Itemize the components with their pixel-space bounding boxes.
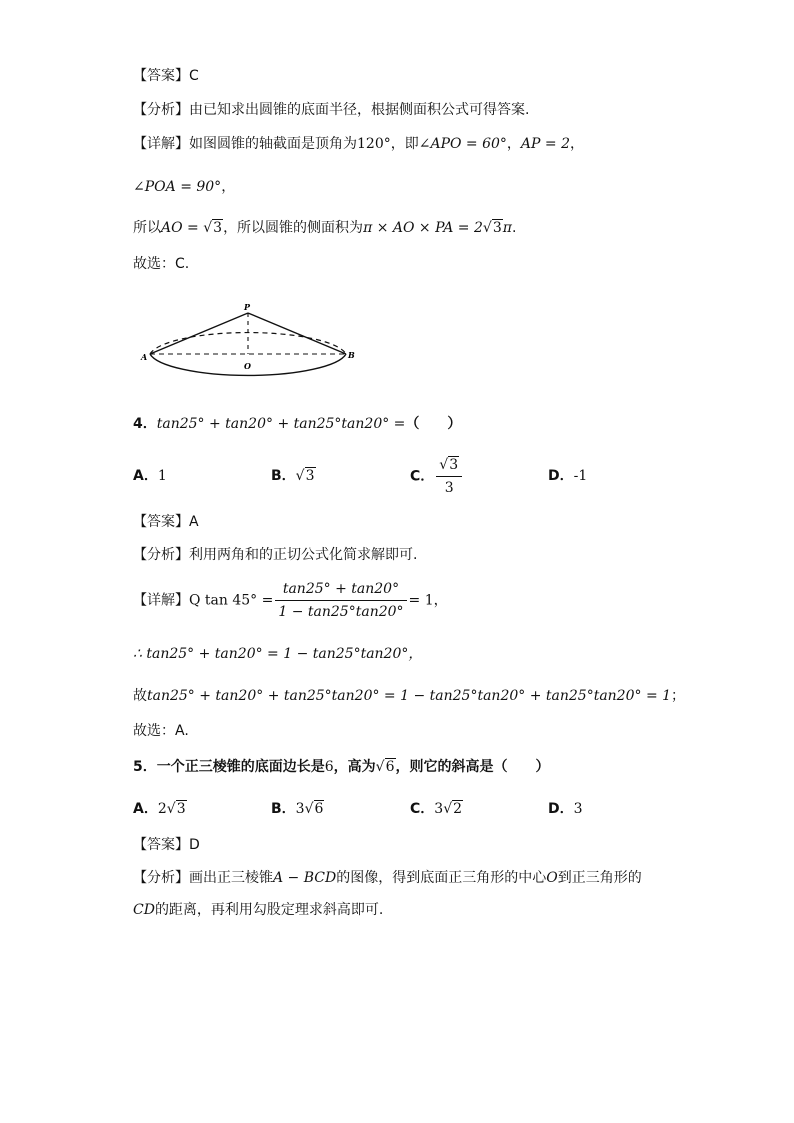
q4-detail-line <box>133 580 448 624</box>
q4-select-line <box>133 721 189 741</box>
q3-concl-pi: π <box>502 220 512 236</box>
detail-tag: 【详解】 <box>133 592 189 609</box>
q4-option-c-fraction <box>436 456 462 497</box>
cone-label-b: B <box>348 350 355 360</box>
q5-analysis2-end: 的距离，再利用勾股定理求斜高即可. <box>154 902 384 918</box>
q4-answer-line <box>133 512 199 532</box>
cone-figure <box>140 300 360 386</box>
q4-option-a <box>133 466 167 486</box>
q5-option-b-coef: 3 <box>295 801 305 817</box>
q5-stem-6: 6 <box>324 759 334 775</box>
cone-label-o: O <box>244 361 251 371</box>
q3-concl-end: . <box>511 220 517 236</box>
q5-option-a-rad: 3 <box>176 801 186 817</box>
q4-step3-end: ； <box>671 688 686 704</box>
q3-concl-expr: π × AO × PA = 2 <box>363 220 483 236</box>
q4-analysis: 利用两角和的正切公式化简求解即可. <box>189 547 418 563</box>
q3-concl-mid: ，所以圆锥的侧面积为 <box>223 220 364 236</box>
q4-detail-pre: Q tan 45° = <box>189 592 274 609</box>
q4-detail-fraction <box>275 580 406 621</box>
answer-tag: 【答案】 <box>133 837 189 853</box>
q5-stem-pre: 一个正三棱锥的底面边长是 <box>156 759 325 775</box>
q3-analysis: 由已知求出圆锥的底面半径，根据侧面积公式可得答案. <box>189 102 530 118</box>
q5-option-c-rad: 2 <box>453 801 463 817</box>
q3-detail-eq3: ∠POA = 90° <box>133 179 222 195</box>
analysis-tag: 【分析】 <box>133 547 189 563</box>
q3-concl-pre: 所以 <box>133 220 161 236</box>
q5-option-c-coef: 3 <box>434 801 444 817</box>
q3-select-line <box>133 254 189 274</box>
q4-step2: ∴ tan25° + tan20° = 1 − tan25°tan20°， <box>133 646 423 662</box>
q4-paren: （ ） <box>405 416 462 432</box>
q5-stem-rad: 6 <box>385 759 395 775</box>
q3-answer: C <box>189 68 199 84</box>
q5-option-d-label: D． <box>548 801 574 817</box>
q3-concl-rad: 3 <box>492 220 502 236</box>
q3-detail-sep: ， <box>506 136 521 152</box>
q5-option-b-label: B． <box>271 801 296 817</box>
q4-number: 4． <box>133 416 157 432</box>
q5-analysis-solid: A − BCD <box>273 870 337 886</box>
q5-analysis-cd: CD <box>133 902 155 918</box>
q5-analysis-line <box>133 868 642 888</box>
analysis-tag: 【分析】 <box>133 870 189 886</box>
q4-detail-end: = 1， <box>408 592 448 609</box>
q4-step3-line <box>133 686 685 706</box>
q4-option-a-value: 1 <box>157 468 167 484</box>
q5-analysis-mid: 的图像，得到底面正三角形的中心 <box>336 870 547 886</box>
q4-option-c-num <box>436 456 462 477</box>
q3-concl-ao: AO = <box>161 220 204 236</box>
q3-detail-end: ， <box>570 136 584 152</box>
q4-analysis-line <box>133 545 417 565</box>
q5-option-b-sqrt: √6 <box>304 801 324 817</box>
q4-answer: A <box>189 514 199 530</box>
q5-number: 5． <box>133 759 157 775</box>
q5-analysis-end: 到正三角形的 <box>557 870 642 886</box>
cone-label-a: A <box>141 352 148 362</box>
q3-detail-text: 如图圆锥的轴截面是顶角为 <box>189 136 357 152</box>
cone-base-back-arc <box>150 333 346 354</box>
q3-answer-line <box>133 66 199 86</box>
q3-conclusion-line <box>133 218 516 238</box>
q3-detail-line2 <box>133 177 235 197</box>
q4-option-c-rad: 3 <box>449 457 459 473</box>
q5-stem-sqrt: √6 <box>375 759 395 775</box>
q5-option-d-value: 3 <box>573 801 583 817</box>
q5-stem <box>133 757 550 777</box>
cone-label-p: P <box>244 302 251 312</box>
q5-stem-end: ，则它的斜高是（ ） <box>395 759 550 775</box>
q5-option-a-label: A． <box>133 801 158 817</box>
cone-generator-pa <box>150 313 248 354</box>
q4-step2-line <box>133 644 422 664</box>
q5-stem-mid: ，高为 <box>333 759 376 775</box>
q5-option-a <box>133 799 187 819</box>
q5-analysis-o: O <box>546 870 558 886</box>
q4-expression: tan25° + tan20° + tan25°tan20° = <box>156 416 406 432</box>
q4-select: 故选：A. <box>133 723 189 739</box>
q4-detail-num: tan25° + tan20° <box>275 580 406 601</box>
q3-detail-eq3-end: ， <box>221 179 236 195</box>
q5-option-b-rad: 6 <box>314 801 324 817</box>
q3-detail-line <box>133 134 584 154</box>
q3-detail-angle: 120° <box>357 136 391 152</box>
q4-option-c-sqrt: √3 <box>439 457 459 473</box>
q4-option-b <box>271 466 316 486</box>
q5-option-d <box>548 799 583 819</box>
q4-option-c-den: 3 <box>444 480 454 496</box>
detail-tag: 【详解】 <box>133 136 189 152</box>
q5-answer-line <box>133 835 200 855</box>
q4-step3: tan25° + tan20° + tan25°tan20° = 1 − tan25°tan20° + tan25°tan20° = 1 <box>147 688 672 704</box>
q3-concl-ao-rad: 3 <box>213 220 223 236</box>
q3-select: 故选：C. <box>133 256 190 272</box>
q3-concl-ao-sqrt: √3 <box>203 220 223 236</box>
cone-diagram <box>140 300 360 382</box>
q4-option-d-label: D． <box>548 468 574 484</box>
q3-detail-eq2: AP = 2 <box>520 136 570 152</box>
q4-step3-pre: 故 <box>133 688 147 704</box>
q4-option-d <box>548 466 587 486</box>
q4-detail-den: 1 − tan25°tan20° <box>278 604 404 620</box>
answer-tag: 【答案】 <box>133 68 189 84</box>
answer-tag: 【答案】 <box>133 514 189 530</box>
q5-option-a-sqrt: √3 <box>166 801 186 817</box>
q3-analysis-line <box>133 100 529 120</box>
q4-option-a-label: A． <box>133 468 158 484</box>
q5-option-b <box>271 799 324 819</box>
q5-option-c-label: C． <box>410 801 435 817</box>
q4-option-d-value: -1 <box>573 468 588 484</box>
q5-analysis-pre: 画出正三棱锥 <box>189 870 273 886</box>
q3-detail-eq1: ∠APO = 60° <box>418 136 507 152</box>
q4-option-b-rad: 3 <box>305 468 315 484</box>
q4-option-b-sqrt: √3 <box>295 468 315 484</box>
q5-analysis-line2 <box>133 900 383 920</box>
q5-option-a-coef: 2 <box>157 801 167 817</box>
q4-option-b-label: B． <box>271 468 296 484</box>
q4-stem <box>133 414 461 434</box>
cone-generator-pb <box>248 313 346 354</box>
q5-answer: D <box>189 837 200 853</box>
q4-option-c-label: C． <box>410 468 435 485</box>
q3-detail-mid: ，即 <box>390 136 419 152</box>
q3-concl-sqrt: √3 <box>482 220 502 236</box>
q5-option-c-sqrt: √2 <box>443 801 463 817</box>
q5-option-c <box>410 799 463 819</box>
analysis-tag: 【分析】 <box>133 102 189 118</box>
q4-option-c <box>410 456 464 497</box>
